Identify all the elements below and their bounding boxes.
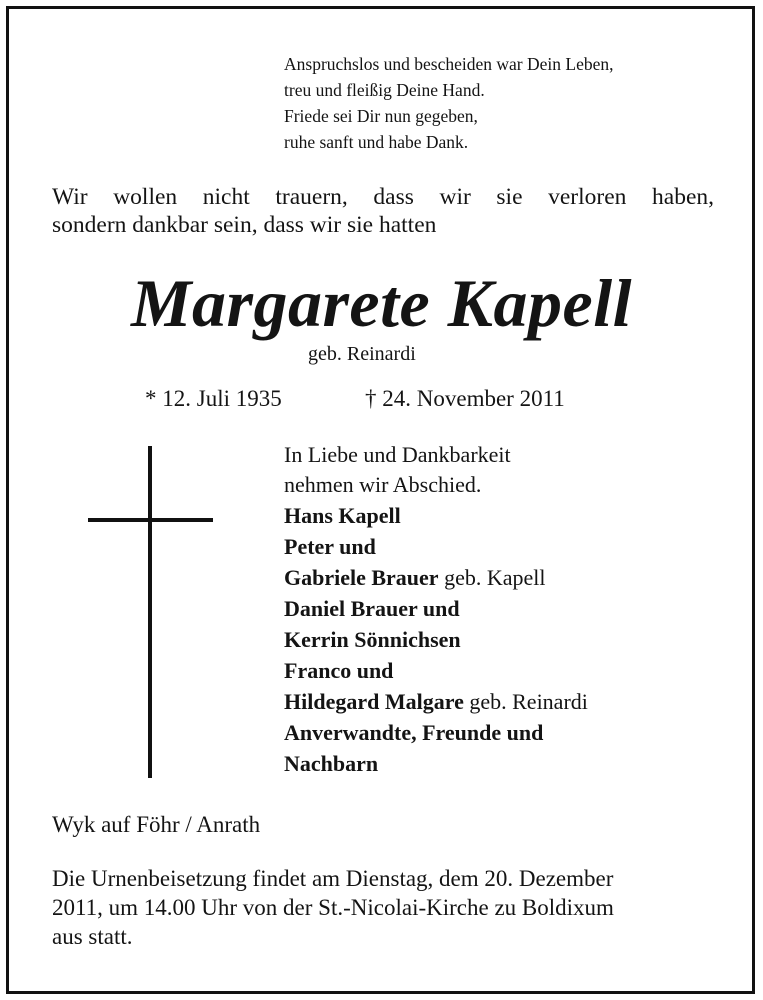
- birth-date: * 12. Juli 1935: [145, 386, 282, 411]
- mourner-name: Anverwandte, Freunde und: [284, 720, 544, 745]
- mourner-maiden-name: geb. Reinardi: [463, 689, 588, 714]
- funeral-notice: [52, 864, 714, 951]
- mourner-name: Daniel Brauer und: [284, 596, 460, 621]
- mourner-maiden-name: geb. Kapell: [438, 565, 546, 590]
- notice-line: 2011, um 14.00 Uhr von der St.-Nicolai-Kirche zu Boldixum: [52, 895, 614, 920]
- mourner-name: Hans Kapell: [284, 503, 401, 528]
- cross-icon: [148, 446, 152, 778]
- motto-line: Wir wollen nicht trauern, dass wir sie verloren haben,: [52, 184, 714, 210]
- poem-line: Friede sei Dir nun gegeben,: [284, 106, 478, 126]
- place-line: Wyk auf Föhr / Anrath: [52, 812, 261, 837]
- deceased-name: Margarete Kapell: [131, 265, 632, 341]
- mourners-intro: nehmen wir Abschied.: [284, 472, 482, 497]
- motto: [52, 183, 714, 239]
- notice-line: Die Urnenbeisetzung findet am Dienstag, dem 20. Dezember: [52, 866, 614, 891]
- mourner-name: Gabriele Brauer: [284, 565, 439, 590]
- mourner-name: Nachbarn: [284, 751, 379, 776]
- maiden-name: geb. Reinardi: [308, 343, 416, 365]
- mourner-name: Peter und: [284, 534, 376, 559]
- poem-line: treu und fleißig Deine Hand.: [284, 80, 485, 100]
- motto-line: sondern dankbar sein, dass wir sie hatten: [52, 212, 437, 238]
- cross-icon-bar: [88, 518, 213, 522]
- mourners-intro: In Liebe und Dankbarkeit: [284, 442, 511, 467]
- death-date: † 24. November 2011: [365, 386, 565, 411]
- poem-line: Anspruchslos und bescheiden war Dein Leben,: [284, 54, 614, 74]
- mourner-name: Kerrin Sönnichsen: [284, 627, 461, 652]
- poem-line: ruhe sanft und habe Dank.: [284, 132, 469, 152]
- notice-line: aus statt.: [52, 924, 133, 949]
- mourners-list: [284, 440, 588, 779]
- mourner-name: Hildegard Malgare: [284, 689, 464, 714]
- poem: [284, 51, 614, 155]
- mourner-name: Franco und: [284, 658, 394, 683]
